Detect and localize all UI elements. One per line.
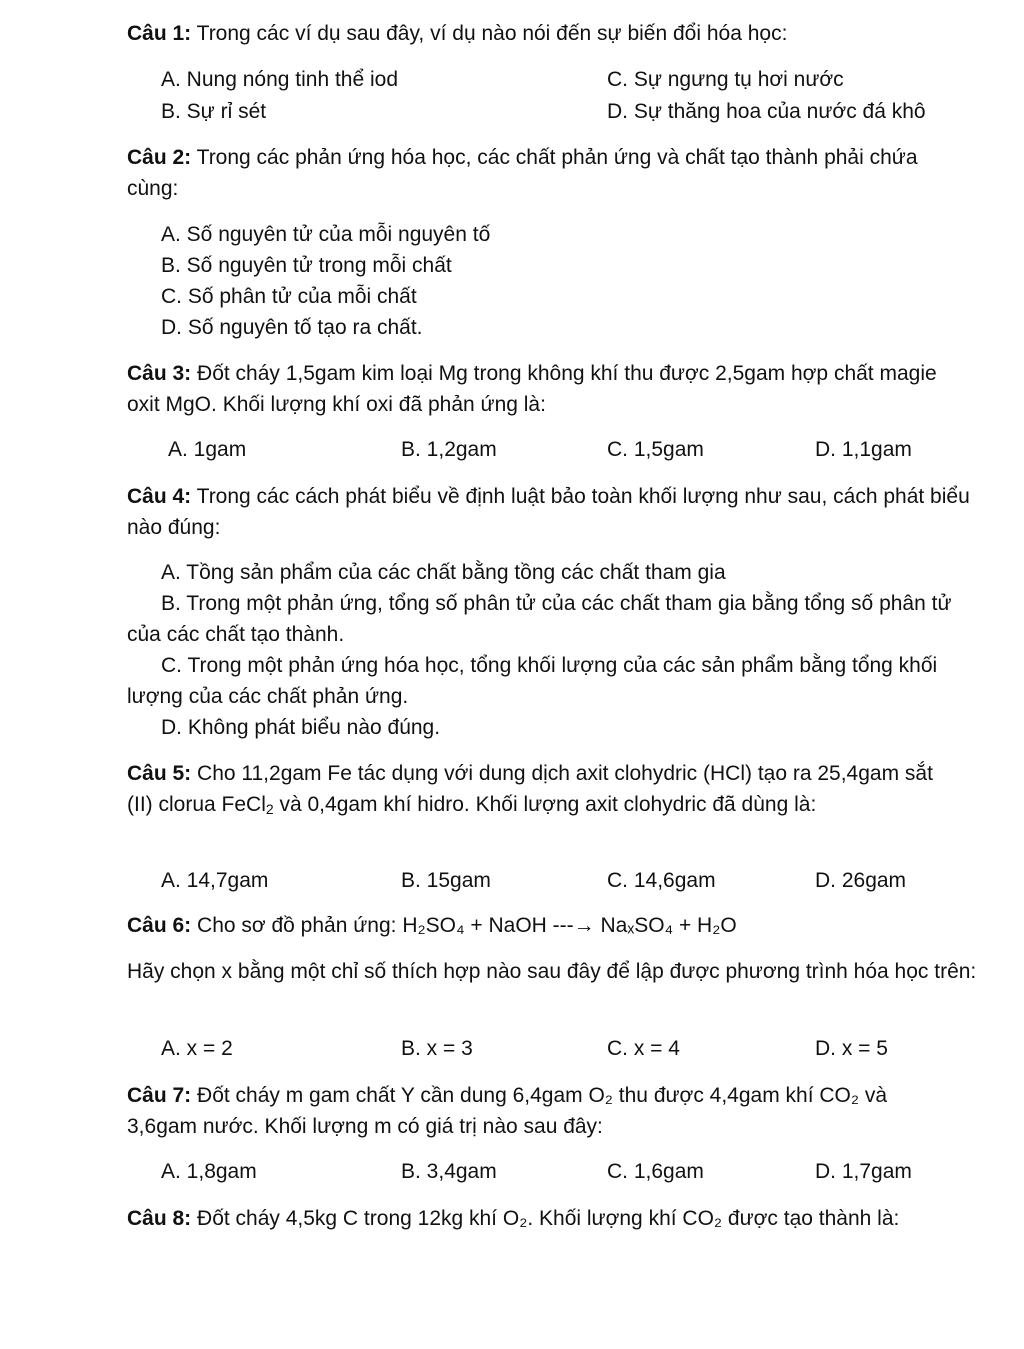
q2-option-b: B. Số nguyên tử trong mỗi chất: [161, 254, 452, 277]
q4-option-b: B. Trong một phản ứng, tổng số phân tử của các chất tham gia bằng tổng số phân tử của các chất tạo thành.: [127, 592, 952, 646]
question-2: [127, 142, 957, 204]
question-number: Câu 2:: [127, 146, 192, 169]
q3-option-a: A. 1gam: [168, 438, 247, 461]
question-text: Trong các phản ứng hóa học, các chất phản ứng và chất tạo thành phải chứa cùng:: [127, 146, 918, 200]
q6-option-a: A. x = 2: [161, 1037, 233, 1060]
question-text: Trong các cách phát biểu về định luật bảo toàn khối lượng như sau, cách phát biểu nào đúng:: [127, 485, 970, 539]
question-text-continued: và 0,4gam khí hidro. Khối lượng axit clohydric đã dùng là:: [273, 793, 817, 816]
subscript: 2: [265, 801, 274, 817]
q2-option-a: A. Số nguyên tử của mỗi nguyên tố: [161, 223, 491, 246]
q5-option-c: C. 14,6gam: [607, 869, 716, 892]
q1-option-b: B. Sự rỉ sét: [161, 100, 267, 123]
q1-option-d: D. Sự thăng hoa của nước đá khô: [607, 100, 926, 123]
question-6: [127, 910, 987, 941]
question-4: [127, 481, 972, 543]
question-text: Cho sơ đồ phản ứng: H₂SO₄ + NaOH ---→ NaₓSO₄ + H₂O: [191, 914, 737, 937]
question-text: Đốt cháy m gam chất Y cần dung 6,4gam O₂ thu được 4,4gam khí CO₂ và 3,6gam nước. Khối lượng m có giá trị nào sau đây:: [127, 1084, 888, 1138]
q7-option-d: D. 1,7gam: [815, 1160, 912, 1183]
q5-option-a: A. 14,7gam: [161, 869, 269, 892]
question-number: Câu 6:: [127, 914, 192, 937]
question-text: Cho 11,2gam Fe tác dụng với dung dịch axit clohydric (HCl) tạo ra 25,4gam sắt (II) clorua FeCl: [127, 762, 933, 816]
question-text: Đốt cháy 4,5kg C trong 12kg khí O₂. Khối lượng khí CO₂ được tạo thành là:: [191, 1207, 900, 1230]
q3-option-d: D. 1,1gam: [815, 438, 912, 461]
question-1: [127, 18, 987, 49]
question-number: Câu 5:: [127, 762, 192, 785]
question-8: [127, 1203, 947, 1234]
q2-option-c: C. Số phân tử của mỗi chất: [161, 285, 417, 308]
q6-option-c: C. x = 4: [607, 1037, 680, 1060]
q4-option-a: A. Tồng sản phẩm của các chất bằng tồng các chất tham gia: [161, 561, 726, 584]
question-3: [127, 358, 967, 420]
q2-option-d: D. Số nguyên tố tạo ra chất.: [161, 316, 423, 339]
q6-option-d: D. x = 5: [815, 1037, 888, 1060]
question-7: [127, 1080, 957, 1142]
q7-option-a: A. 1,8gam: [161, 1160, 257, 1183]
q5-option-d: D. 26gam: [815, 869, 907, 892]
question-text: Trong các ví dụ sau đây, ví dụ nào nói đến sự biến đổi hóa học:: [191, 22, 788, 45]
q7-option-c: C. 1,6gam: [607, 1160, 704, 1183]
question-number: Câu 1:: [127, 22, 192, 45]
q6-option-b: B. x = 3: [401, 1037, 473, 1060]
question-number: Câu 4:: [127, 485, 192, 508]
question-number: Câu 3:: [127, 362, 192, 385]
q1-option-a: A. Nung nóng tinh thể iod: [161, 68, 399, 91]
question-5: [127, 758, 957, 820]
q6-instruction: Hãy chọn x bằng một chỉ số thích hợp nào sau đây để lập được phương trình hóa học trên:: [127, 960, 977, 983]
q7-option-b: B. 3,4gam: [401, 1160, 497, 1183]
q3-option-b: B. 1,2gam: [401, 438, 497, 461]
q4-option-d: D. Không phát biểu nào đúng.: [161, 716, 441, 739]
q3-option-c: C. 1,5gam: [607, 438, 704, 461]
q5-option-b: B. 15gam: [401, 869, 491, 892]
question-text: Đốt cháy 1,5gam kim loại Mg trong không khí thu được 2,5gam hợp chất magie oxit MgO. Khối lượng khí oxi đã phản ứng là:: [127, 362, 937, 416]
question-number: Câu 8:: [127, 1207, 192, 1230]
q4-option-c: C. Trong một phản ứng hóa học, tổng khối lượng của các sản phẩm bằng tổng khối lượng của các chất phản ứng.: [127, 654, 938, 708]
question-number: Câu 7:: [127, 1084, 192, 1107]
q1-option-c: C. Sự ngưng tụ hơi nước: [607, 68, 844, 91]
